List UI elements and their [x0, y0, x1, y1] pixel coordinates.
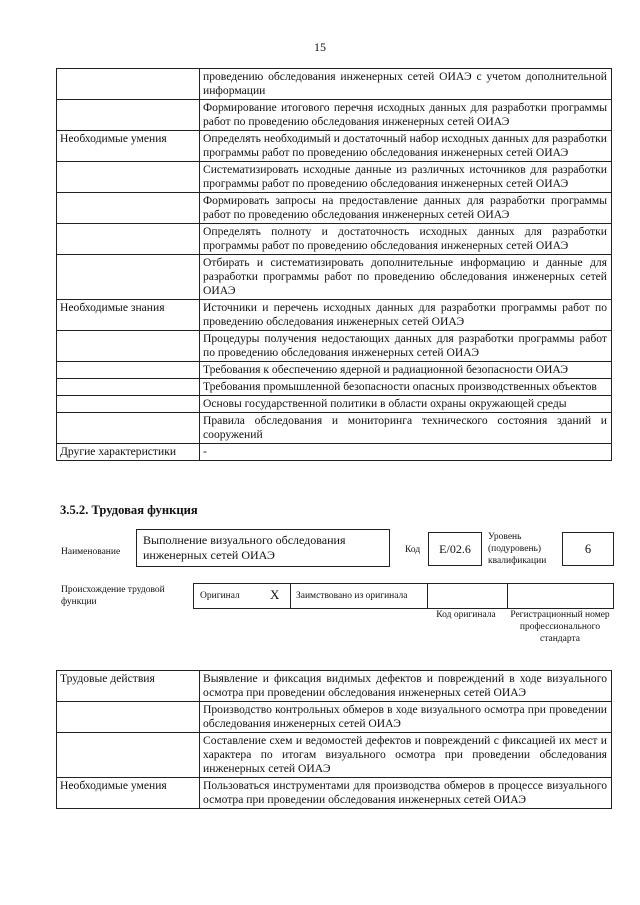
skills-knowledge-table [56, 68, 612, 461]
row-label: Необходимые умения [57, 131, 200, 162]
code-original-label: Код оригинала [436, 610, 496, 620]
level-box [562, 532, 614, 566]
original-label: Оригинал [200, 591, 240, 601]
row-text: Производство контрольных обмеров в ходе визуального осмотра при проведении обследования инженерных сетей ОИАЭ [200, 702, 612, 733]
function-name-box [136, 529, 390, 567]
table-row [57, 255, 612, 300]
function-name-value: Выполнение визуального обследования инженерных сетей ОИАЭ [143, 533, 346, 562]
row-text: Определять полноту и достаточность исходных данных для разработки программы работ по проведению обследования инженерных сетей ОИАЭ [200, 224, 612, 255]
original-mark: X [270, 587, 280, 602]
reg-number-label: Регистрационный номер профессионального стандарта [510, 610, 610, 644]
table-row [57, 69, 612, 100]
row-label [57, 69, 200, 100]
code-value: E/02.6 [439, 542, 471, 556]
row-text: Формировать запросы на предоставление данных для разработки программы работ по проведению обследования инженерных сетей ОИАЭ [200, 193, 612, 224]
table-row [57, 100, 612, 131]
row-label [57, 379, 200, 396]
row-label: Необходимые умения [57, 778, 200, 809]
row-label [57, 733, 200, 778]
borrowed-label: Заимствовано из оригинала [296, 591, 408, 601]
row-text: Требования промышленной безопасности опасных производственных объектов [200, 379, 612, 396]
origin-divider [290, 584, 291, 608]
table-row [57, 300, 612, 331]
table-row [57, 331, 612, 362]
row-text: Формирование итогового перечня исходных данных для разработки программы работ по проведению обследования инженерных сетей ОИАЭ [200, 100, 612, 131]
row-label [57, 100, 200, 131]
row-label [57, 255, 200, 300]
row-label [57, 193, 200, 224]
row-label [57, 224, 200, 255]
table-row [57, 224, 612, 255]
row-text: - [200, 444, 612, 461]
table-row [57, 671, 612, 702]
level-value: 6 [584, 542, 592, 556]
row-text: Требования к обеспечению ядерной и радиационной безопасности ОИАЭ [200, 362, 612, 379]
table-row [57, 396, 612, 413]
code-box [428, 532, 482, 566]
row-label [57, 413, 200, 444]
row-label [57, 162, 200, 193]
row-text: Пользоваться инструментами для производства обмеров в процессе визуального осмотра при проведении обследования инженерных сетей ОИАЭ [200, 778, 612, 809]
name-label: Наименование [61, 547, 121, 557]
origin-label: Происхождение трудовой функции [61, 585, 165, 607]
row-text: Отбирать и систематизировать дополнительные информацию и данные для разработки программы работ по проведению обследования инженерных сетей ОИАЭ [200, 255, 612, 300]
table-row [57, 379, 612, 396]
table-row [57, 131, 612, 162]
row-label: Трудовые действия [57, 671, 200, 702]
section-heading: 3.5.2. Трудовая функция [60, 503, 198, 517]
row-text: Правила обследования и мониторинга технического состояния зданий и сооружений [200, 413, 612, 444]
table-row [57, 778, 612, 809]
table-row [57, 193, 612, 224]
row-label [57, 331, 200, 362]
table-row [57, 362, 612, 379]
row-text: Процедуры получения недостающих данных для разработки программы работ по проведению обследования инженерных сетей ОИАЭ [200, 331, 612, 362]
table-row [57, 702, 612, 733]
origin-divider [427, 584, 428, 608]
row-text: проведению обследования инженерных сетей ОИАЭ с учетом дополнительной информации [200, 69, 612, 100]
labor-actions-table [56, 670, 612, 809]
row-label [57, 362, 200, 379]
row-text: Основы государственной политики в области охраны окружающей среды [200, 396, 612, 413]
row-text: Источники и перечень исходных данных для разработки программы работ по проведению обследования инженерных сетей ОИАЭ [200, 300, 612, 331]
level-label: Уровень (подуровень) квалификации [488, 532, 547, 566]
page-number: 15 [314, 40, 326, 54]
table-row [57, 444, 612, 461]
table-row [57, 733, 612, 778]
row-text: Систематизировать исходные данные из различных источников для разработки программы работ по проведению обследования инженерных сетей ОИАЭ [200, 162, 612, 193]
origin-divider [507, 584, 508, 608]
row-text: Определять необходимый и достаточный набор исходных данных для разработки программы работ по проведению обследования инженерных сетей ОИАЭ [200, 131, 612, 162]
row-label: Необходимые знания [57, 300, 200, 331]
row-label: Другие характеристики [57, 444, 200, 461]
row-label [57, 396, 200, 413]
code-label: Код [405, 545, 421, 555]
origin-box [193, 583, 614, 609]
row-text: Выявление и фиксация видимых дефектов и повреждений в ходе визуального осмотра при проведении обследования инженерных сетей ОИАЭ [200, 671, 612, 702]
table-row [57, 162, 612, 193]
row-label [57, 702, 200, 733]
table-row [57, 413, 612, 444]
row-text: Составление схем и ведомостей дефектов и повреждений с фиксацией их мест и характера по итогам визуального осмотра при проведении обследования инженерных сетей ОИАЭ [200, 733, 612, 778]
